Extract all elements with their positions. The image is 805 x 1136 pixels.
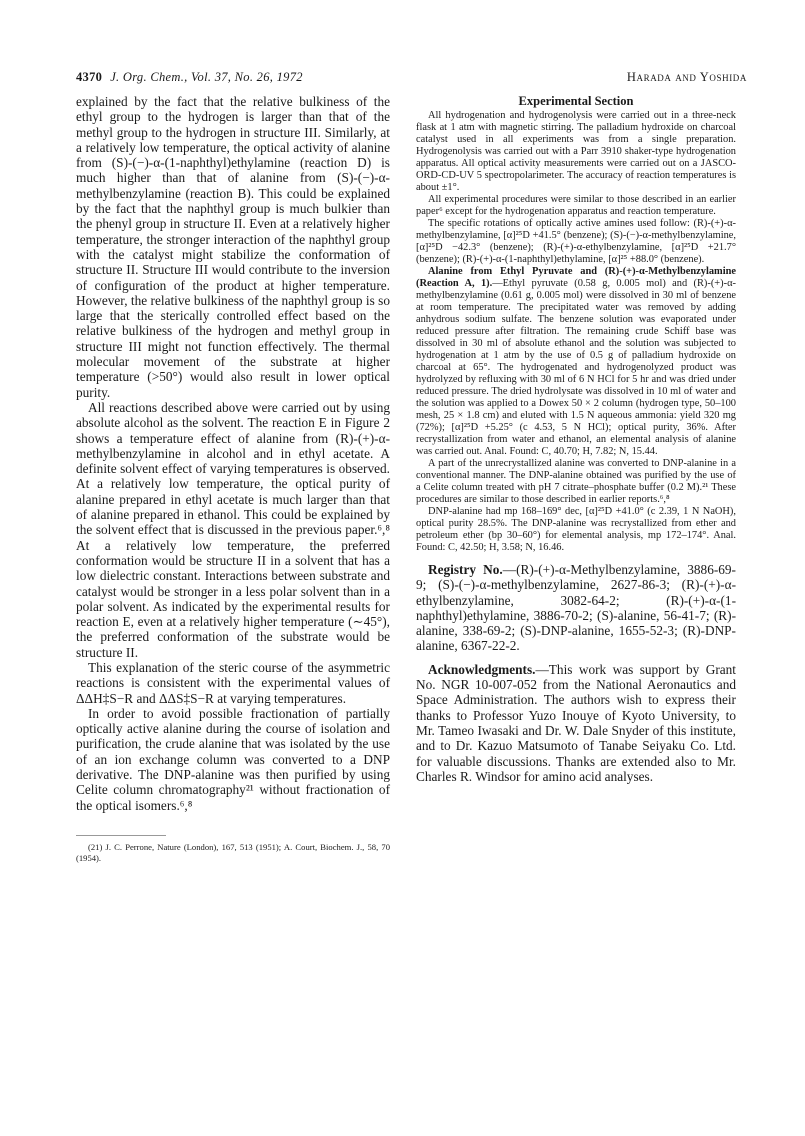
alanine-text: —Ethyl pyruvate (0.58 g, 0.005 mol) and (R)-(+)-α-methylbenzylamine (0.61 g, 0.005 mol) were dissolved in 30 ml of benzene at room temperature. The precipitated water was removed by adding anhydrous sodium sulfate. The benzene solution was evaporated under reduced pressure after filtration. The remaining crude Schiff base was dissolved in 30 ml of absolute ethanol and the solution was subjected to hydrogenation at 1 atm by the use of 0.5 g of palladium hydroxide on charcoal at 65°. The hydrogenated and hydrogenolyzed product was hydrolyzed by refluxing with 30 ml of 6 N HCl for 5 hr and was dried under reduced pressure. The dried hydrolysate was dissolved in 10 ml of water and the solution was applied to a Dowex 50 × 2 column (hydrogen type, 50–100 mesh, 25 × 1.8 cm) and eluted with 1.5 N aqueous ammonia: yield 320 mg (72%); [α]²⁵D +5.25° (c 4.53, 5 N HCl); optical purity, 36%. After recrystallization from water and ethanol, an elemental analysis of alanine was carried out. Anal. Found: C, 40.70; H, 7.82; N, 15.44.	[416, 278, 736, 457]
footnote-divider	[76, 835, 166, 836]
registry-heading: Registry No.	[428, 562, 503, 577]
footnote-21: (21) J. C. Perrone, Nature (London), 167, 513 (1951); A. Court, Biochem. J., 58, 70 (1954).	[76, 841, 390, 863]
running-head	[76, 70, 747, 88]
body-paragraph: In order to avoid possible fractionation of partially optically active alanine during the course of isolation and purification, the crude alanine that was isolated by the use of an ion exchange column was converted to a DNP derivative. The DNP-alanine was then purified by using Celite column chromatography²¹ without fractionation of the optical isomers.⁶,⁸	[76, 705, 390, 813]
body-paragraph: All reactions described above were carried out by using absolute alcohol as the solvent. The reaction E in Figure 2 shows a temperature effect of alanine from (R)-(+)-α-methylbenzylamine in alcohol and in ethyl acetate. A definite solvent effect of varying temperatures is observed. At a relatively low temperature, the optical purity of alanine prepared in ethyl acetate is much larger than that of alanine prepared in ethanol. This could be explained by the solvent effect that is discussed in the previous paper.⁶,⁸ At a relatively low temperature, the preferred conformation would be structure II in a solvent that has a low dielectric constant. Interactions between substrate and catalyst would be stronger in a less polar solvent than in a polar solvent. As indicated by the experimental results for reaction E, even at a relatively higher temperature (∼45°), the preferred conformation of the substrate would be structure II.	[76, 399, 390, 660]
acknowledgments-heading: Acknowledgments.	[428, 661, 536, 677]
body-paragraph: explained by the fact that the relative bulkiness of the ethyl group to the hydrogen is larger than that of the methyl group to the hydrogen in structure III. Similarly, at a relatively low temperature, the optical activity of alanine from (S)-(−)-α-(1-naphthyl)ethylamine (reaction D) is much higher than that of alanine from (S)-(−)-α-methylbenzylamine (reaction B). This could be explained by the fact that the naphthyl group is much bulkier than the phenyl group in structure II. Even at a relatively higher temperature, the stronger interaction of the naphthyl group with the catalyst might stabilize the conformation of structure II. Structure III would contribute to the inversion of configuration of the product at higher temperature. However, the relative bulkiness of the naphthyl group is so large that the sterically controlled effect based on the relative bulkiness of the hydrogen and methyl group in structure III might not function effectively. The thermal molecular movement of the substrate at higher temperature (>50°) would also result in lower optical purity.	[76, 94, 390, 400]
experimental-paragraph: All hydrogenation and hydrogenolysis were carried out in a three-neck flask at 1 atm with magnetic stirring. The palladium hydroxide on charcoal catalyst used in all experiments was from a single preparation. Hydrogenolysis was carried out with a Parr 3910 shaker-type hydrogenation apparatus. All optical activity measurements were carried out on a JASCO-ORD-CD-UV 5 spectropolarimeter. The accuracy of reaction temperatures is about ±1°.	[416, 110, 736, 193]
experimental-paragraph: DNP-alanine had mp 168–169° dec, [α]²⁵D +41.0° (c 2.39, 1 N NaOH), optical purity 28.5%. The DNP-alanine was recrystallized from ether and petroleum ether (bp 30–60°) for elemental analysis, mp 172–174°. Anal. Found: C, 42.50; H, 3.58; N, 16.46.	[416, 506, 736, 553]
alanine-heading: Alanine from Ethyl Pyruvate and (R)-(+)-α-Methylbenzylamine (Reaction A, 1).	[416, 266, 736, 289]
page-number: 4370	[76, 70, 103, 84]
experimental-paragraph: A part of the unrecrystallized alanine was converted to DNP-alanine in a conventional manner. The DNP-alanine obtained was purified by the use of a Celite column treated with pH 7 citrate–phosphate buffer (0.2 M).²¹ These procedures are similar to those described in earlier reports.⁶,⁸	[416, 458, 736, 505]
acknowledgments-paragraph	[416, 662, 736, 784]
registry-paragraph	[416, 562, 736, 654]
journal-citation: J. Org. Chem., Vol. 37, No. 26, 1972	[110, 70, 303, 84]
experimental-paragraph	[416, 266, 736, 458]
acknowledgments-text: —This work was support by Grant No. NGR 10-007-052 from the National Aeronautics and Space Administration. The authors wish to express their thanks to Professor Yuzo Inouye of Kyoto University, to Mr. Tameo Iwasaki and Dr. W. Dale Snyder of this institute, and to Dr. Kazuo Matsumoto of Tanabe Seiyaku Co. Ltd. for valuable discussions. Thanks are extended also to Mr. Charles R. Windsor for amino acid analyses.	[416, 661, 736, 784]
registry-text: —(R)-(+)-α-Methylbenzylamine, 3886-69-9; (S)-(−)-α-methylbenzylamine, 2627-86-3; (R)-(+)-α-ethylbenzylamine, 3082-64-2; (R)-(+)-α-(1-naphthyl)ethylamine, 3886-70-2; (S)-alanine, 56-41-7; (R)-alanine, 338-69-2; (S)-DNP-alanine, 1655-52-3; (R)-DNP-alanine, 6367-22-2.	[416, 562, 736, 654]
experimental-paragraph: All experimental procedures were similar to those described in an earlier paper⁶ except for the hydrogenation apparatus and reaction temperature.	[416, 194, 736, 217]
right-column	[416, 94, 736, 784]
running-head-left	[76, 70, 303, 85]
left-column	[76, 94, 390, 864]
running-head-authors: Harada and Yoshida	[626, 70, 747, 84]
section-title: Experimental Section	[518, 94, 634, 108]
body-paragraph: This explanation of the steric course of the asymmetric reactions is consistent with the experimental values of ΔΔH‡S−R and ΔΔS‡S−R at varying temperatures.	[76, 659, 390, 706]
experimental-paragraph: The specific rotations of optically active amines used follow: (R)-(+)-α-methylbenzylamine, [α]²⁵D +41.5° (benzene); (S)-(−)-α-methylbenzylamine, [α]²⁵D −42.3° (benzene); (R)-(+)-α-ethylbenzylamine, [α]²⁵D +21.7° (benzene); (R)-(+)-α-(1-naphthyl)ethylamine, [α]²⁵ +88.0° (benzene).	[416, 218, 736, 265]
